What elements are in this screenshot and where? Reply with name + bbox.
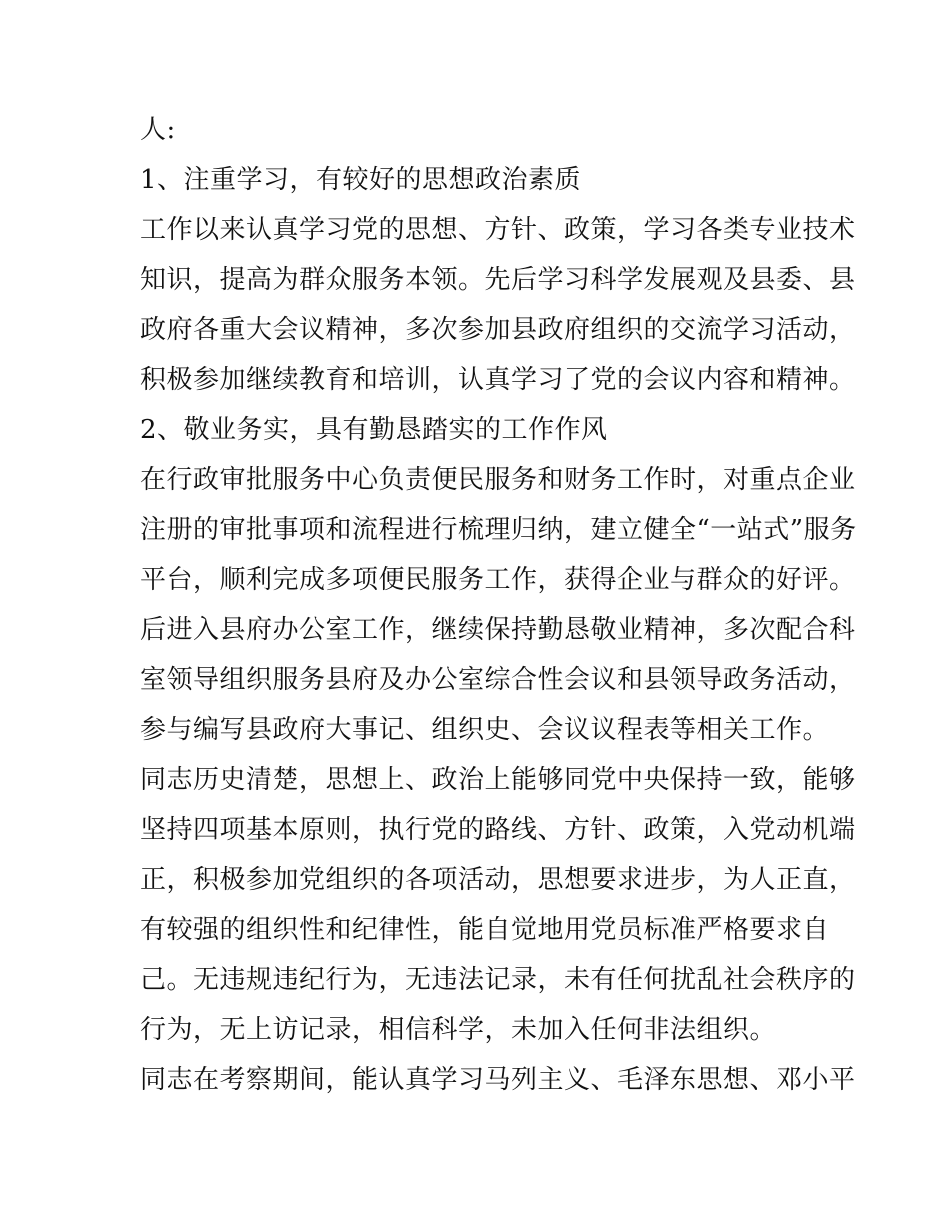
text-line: 积极参加继续教育和培训，认真学习了党的会议内容和精神。 (140, 365, 856, 395)
text-line: 坚持四项基本原则，执行党的路线、方针、政策，入党动机端 (140, 815, 856, 845)
text-line: 人: (140, 115, 176, 145)
text-line: 知识，提高为群众服务本领。先后学习科学发展观及县委、县 (140, 265, 856, 295)
section-heading: 2、敬业务实，具有勤恳踏实的工作作风 (140, 415, 608, 445)
text-line: 己。无违规违纪行为，无违法记录，未有任何扰乱社会秩序的 (140, 965, 856, 995)
text-line: 同志历史清楚，思想上、政治上能够同党中央保持一致，能够 (140, 765, 856, 795)
text-line: 注册的审批事项和流程进行梳理归纳，建立健全“一站式”服务 (140, 515, 857, 545)
text-line: 同志在考察期间，能认真学习马列主义、毛泽东思想、邓小平 (140, 1065, 856, 1095)
text-line: 在行政审批服务中心负责便民服务和财务工作时，对重点企业 (140, 465, 856, 495)
document-body (140, 105, 857, 1105)
text-line: 平台，顺利完成多项便民服务工作，获得企业与群众的好评。 (140, 565, 856, 595)
text-line: 政府各重大会议精神，多次参加县政府组织的交流学习活动， (140, 315, 856, 345)
text-line: 参与编写县政府大事记、组织史、会议议程表等相关工作。 (140, 715, 830, 745)
section-heading: 1、注重学习，有较好的思想政治素质 (140, 165, 582, 195)
text-line: 有较强的组织性和纪律性，能自觉地用党员标准严格要求自 (140, 915, 830, 945)
text-line: 后进入县府办公室工作，继续保持勤恳敬业精神，多次配合科 (140, 615, 856, 645)
text-line: 正，积极参加党组织的各项活动，思想要求进步，为人正直， (140, 865, 856, 895)
text-line: 室领导组织服务县府及办公室综合性会议和县领导政务活动， (140, 665, 856, 695)
text-line: 行为，无上访记录，相信科学，未加入任何非法组织。 (140, 1015, 777, 1045)
text-line: 工作以来认真学习党的思想、方针、政策，学习各类专业技术 (140, 215, 856, 245)
